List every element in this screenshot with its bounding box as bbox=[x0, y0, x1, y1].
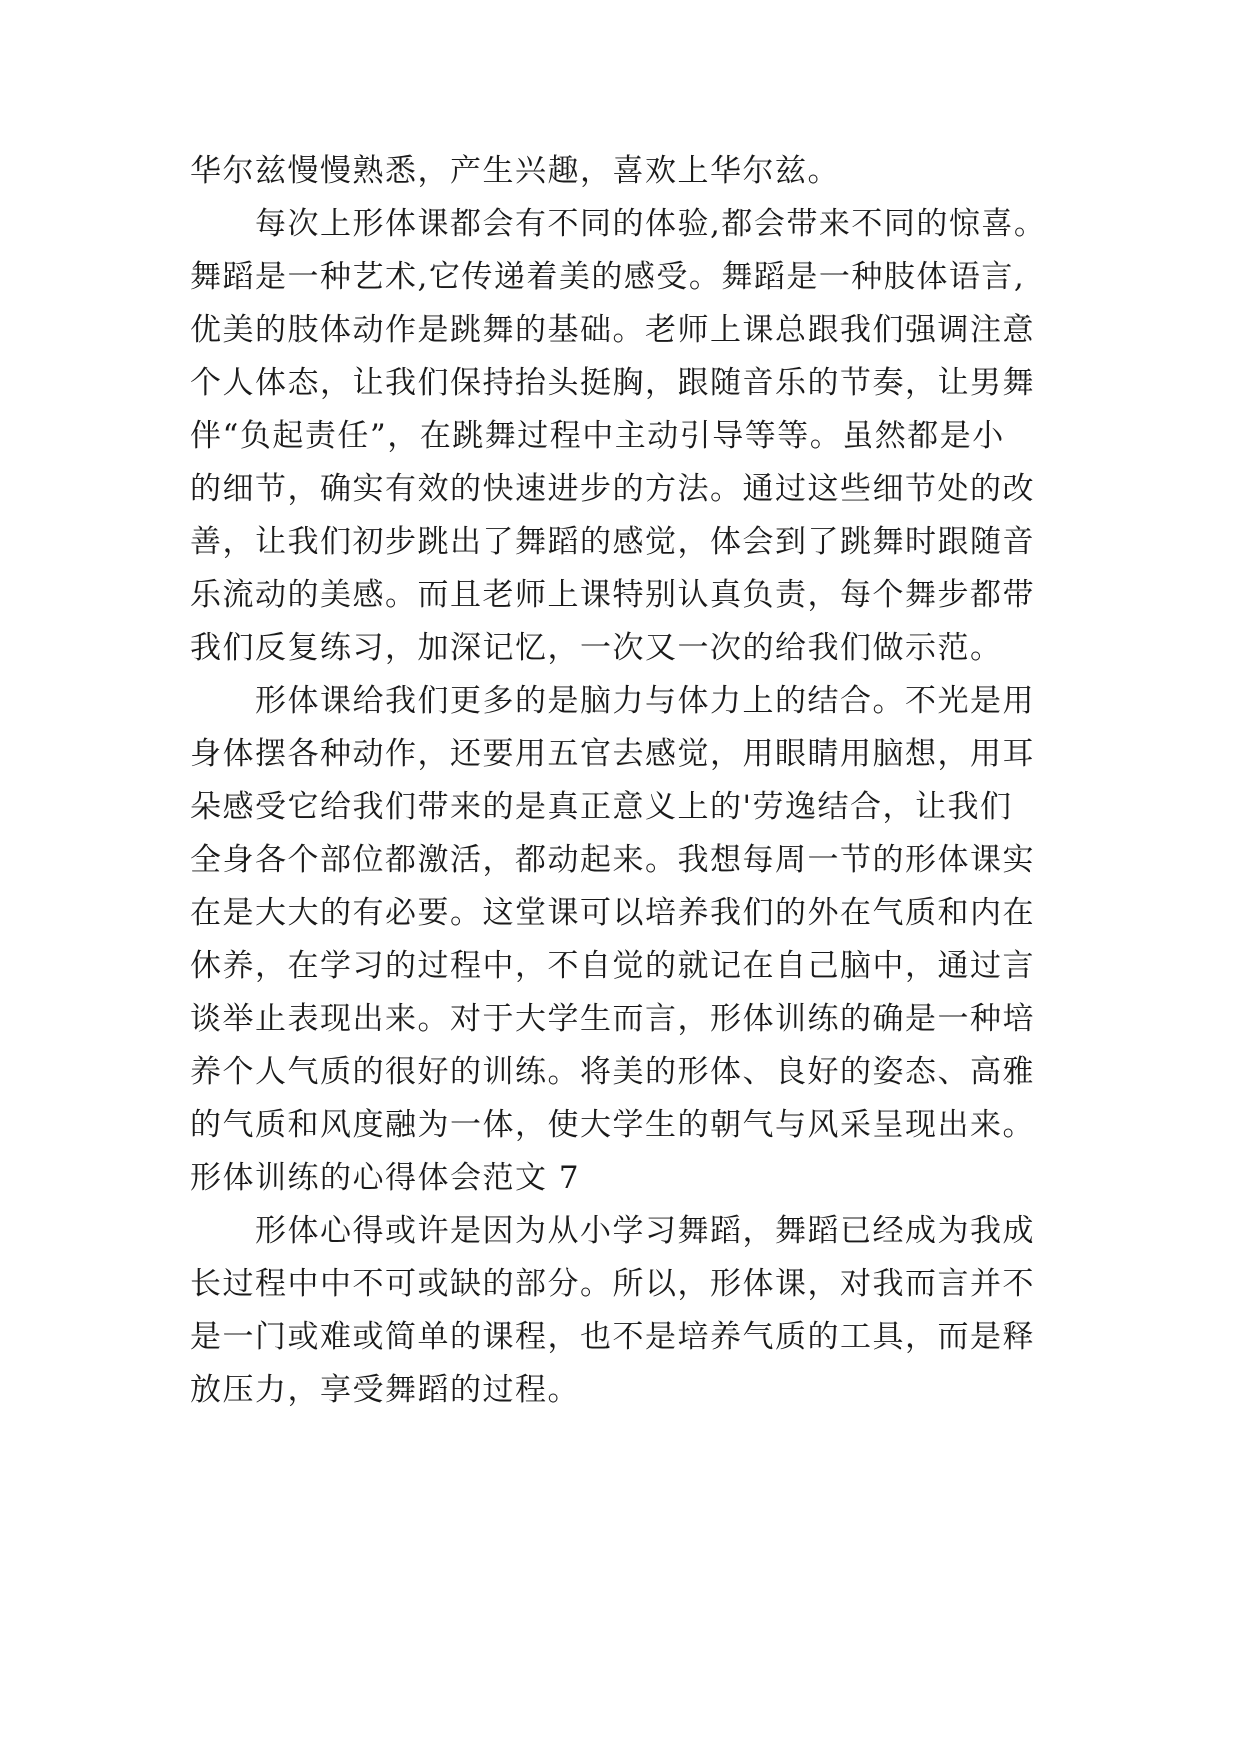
text-line: 个人体态，让我们保持抬头挺胸，跟随音乐的节奏，让男舞 bbox=[190, 365, 1035, 401]
paragraph-start: 形体课给我们更多的是脑力与体力上的结合。不光是用 bbox=[190, 683, 1035, 719]
text-line: 的气质和风度融为一体，使大学生的朝气与风采呈现出来。 bbox=[190, 1107, 1035, 1143]
text-line: 的细节，确实有效的快速进步的方法。通过这些细节处的改 bbox=[190, 471, 1035, 507]
text-line: 养个人气质的很好的训练。将美的形体、良好的姿态、高雅 bbox=[190, 1054, 1035, 1090]
text-line: 放压力，享受舞蹈的过程。 bbox=[190, 1372, 580, 1408]
paragraph-start: 每次上形体课都会有不同的体验,都会带来不同的惊喜。 bbox=[190, 206, 1047, 242]
section-heading: 形体训练的心得体会范文 7 bbox=[190, 1160, 581, 1196]
text-line: 华尔兹慢慢熟悉，产生兴趣，喜欢上华尔兹。 bbox=[190, 153, 840, 189]
text-line: 朵感受它给我们带来的是真正意义上的'劳逸结合，让我们 bbox=[190, 789, 1013, 825]
text-line: 善，让我们初步跳出了舞蹈的感觉，体会到了跳舞时跟随音 bbox=[190, 524, 1035, 560]
text-line: 优美的肢体动作是跳舞的基础。老师上课总跟我们强调注意 bbox=[190, 312, 1035, 348]
text-line: 是一门或难或简单的课程，也不是培养气质的工具，而是释 bbox=[190, 1319, 1035, 1355]
text-line: 全身各个部位都激活，都动起来。我想每周一节的形体课实 bbox=[190, 842, 1035, 878]
text-line: 休养，在学习的过程中，不自觉的就记在自己脑中，通过言 bbox=[190, 948, 1035, 984]
paragraph-start: 形体心得或许是因为从小学习舞蹈，舞蹈已经成为我成 bbox=[190, 1213, 1035, 1249]
text-line: 乐流动的美感。而且老师上课特别认真负责，每个舞步都带 bbox=[190, 577, 1035, 613]
text-line: 长过程中中不可或缺的部分。所以，形体课，对我而言并不 bbox=[190, 1266, 1035, 1302]
text-line: 身体摆各种动作，还要用五官去感觉，用眼睛用脑想，用耳 bbox=[190, 736, 1035, 772]
text-line: 在是大大的有必要。这堂课可以培养我们的外在气质和内在 bbox=[190, 895, 1035, 931]
text-line: 我们反复练习，加深记忆，一次又一次的给我们做示范。 bbox=[190, 630, 1003, 666]
text-line: 伴“负起责任”，在跳舞过程中主动引导等等。虽然都是小 bbox=[190, 418, 1005, 454]
text-line: 舞蹈是一种艺术,它传递着美的感受。舞蹈是一种肢体语言, bbox=[190, 259, 1026, 295]
text-line: 谈举止表现出来。对于大学生而言，形体训练的确是一种培 bbox=[190, 1001, 1035, 1037]
